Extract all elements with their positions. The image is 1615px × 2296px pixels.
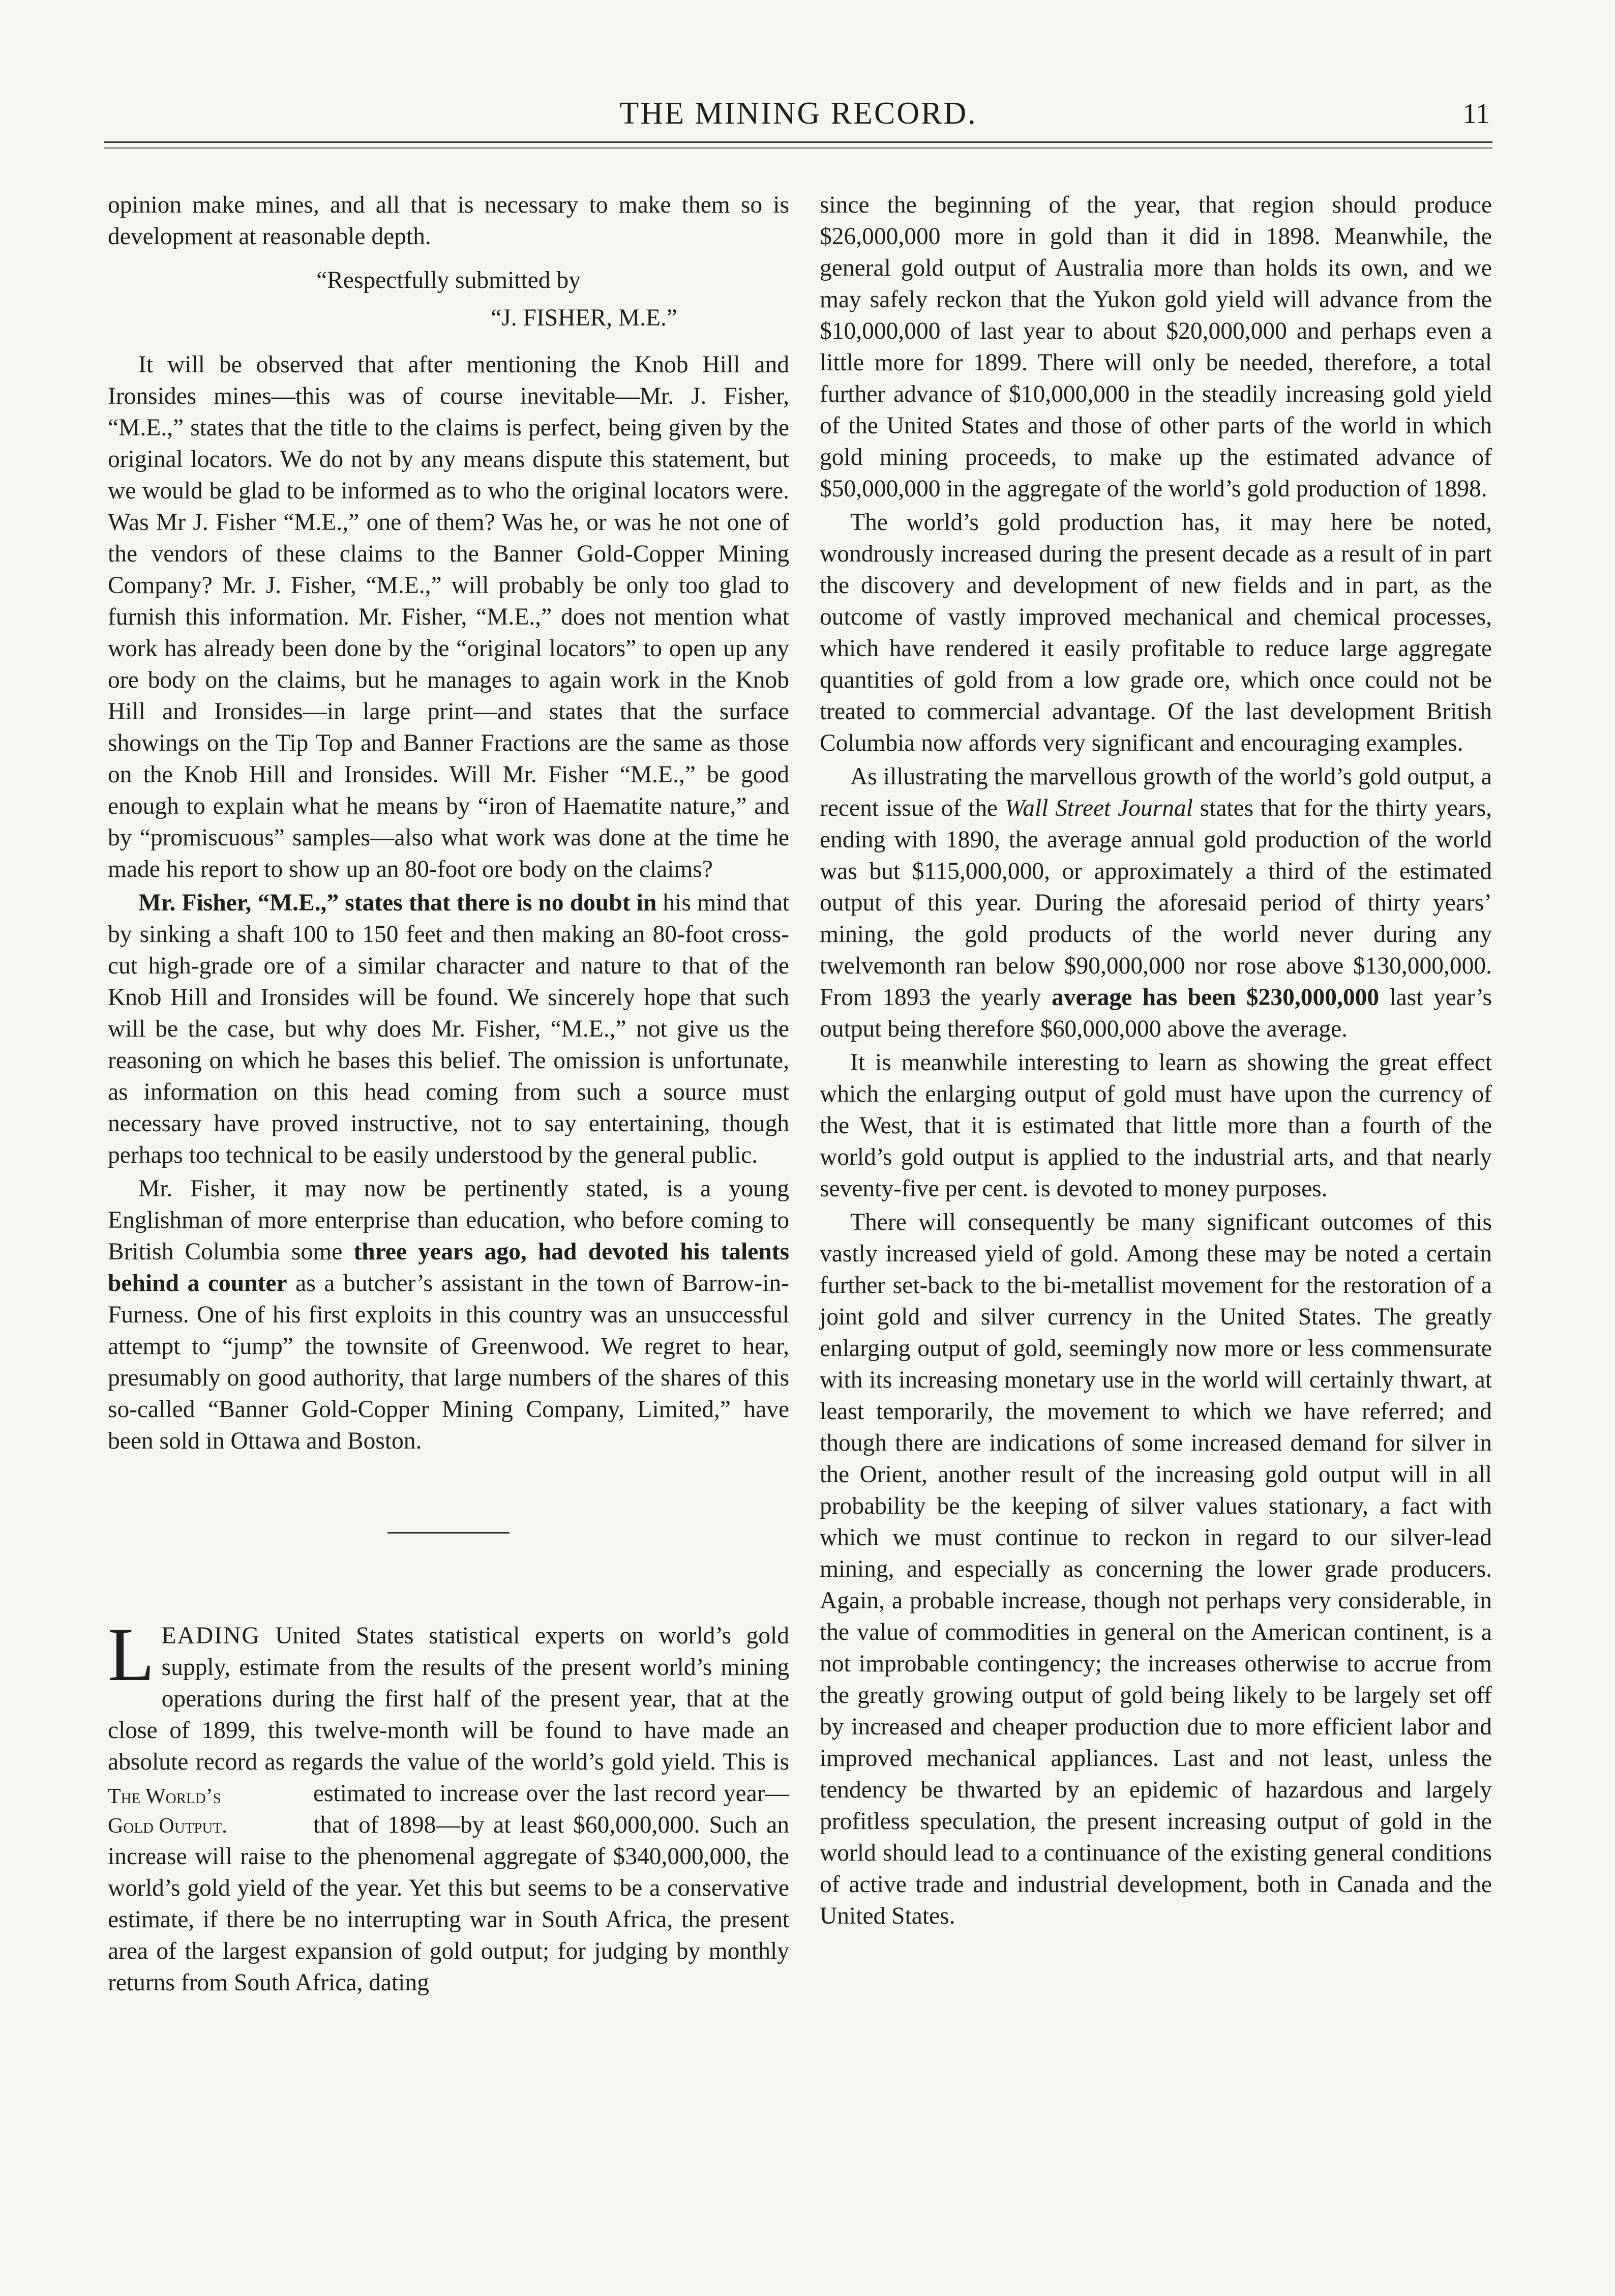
text-run: last year’s output being therefore $60,000,000 above the average. bbox=[820, 984, 1492, 1042]
section-divider bbox=[387, 1532, 510, 1534]
text-run: As illustrating the marvellous growth of the world’s gold output, a recent issue of the bbox=[820, 763, 1492, 821]
masthead bbox=[107, 96, 1490, 141]
side-heading-line: Gold Output. bbox=[108, 1814, 227, 1838]
page-number: 11 bbox=[1462, 98, 1490, 130]
header-rule-thin bbox=[104, 148, 1492, 149]
text-run: his mind that by sinking a shaft 100 to 150 feet and then making an 80-foot cross-cut high-grade ore of a similar character and nature to that of the Knob Hill and Ironsides will be found. We sincerely hope that such will be the case, but why does Mr. Fisher, “M.E.,” not give us the reasoning on which he bases this belief. The omission is unfortunate, as information on this head coming from such a source must necessary have proved instructive, not to say entertaining, though perhaps too technical to be easily understood by the general public. bbox=[108, 890, 790, 1168]
journal-title: THE MINING RECORD. bbox=[619, 96, 977, 131]
header-rule-thick bbox=[104, 141, 1492, 143]
signature-name: “J. FISHER, M.E.” bbox=[491, 305, 677, 331]
paragraph: It is meanwhile interesting to learn as showing the great effect which the enlarging output of gold must have upon the currency of the West, that it is estimated that little more than a fourth of the world’s gold output is applied to the industrial arts, and that nearly seventy-five per cent. is devoted to money purposes. bbox=[820, 1049, 1492, 1202]
paragraph: It will be observed that after mentioning the Knob Hill and Ironsides mines—this was of course inevitable—Mr. J. Fisher, “M.E.,” states that the title to the claims is perfect, being given by the original locators. We do not by any means dispute this statement, but we would be glad to be informed as to who the original locators were. Was Mr J. Fisher “M.E.,” one of them? Was he, or was he not one of the vendors of these claims to the Banner Gold-Copper Mining Company? Mr. J. Fisher, “M.E.,” will probably be only too glad to furnish this information. Mr. Fisher, “M.E.,” does not mention what work has already been done by the “original locators” to open up any ore body on the claims, but he manages to again work in the Knob Hill and Ironsides—in large print—and states that the surface showings on the Tip Top and Banner Fractions are the same as those on the Knob Hill and Ironsides. Will Mr. Fisher “M.E.,” be good enough to explain what he means by “iron of Haematite nature,” and by “promiscuous” samples—also what work was done at the time he made his report to show up an 80-foot ore body on the claims? bbox=[108, 351, 789, 882]
drop-cap: L bbox=[108, 1612, 155, 1697]
paragraph: since the beginning of the year, that region should produce $26,000,000 more in gold than it did in 1898. Meanwhile, the general gold output of Australia more than holds its own, and we may safely reckon that the Yukon gold yield will advance from the $10,000,000 of last year to about $20,000,000 and perhaps even a little more for 1899. There will only be needed, therefore, a total further advance of $10,000,000 in the steadily increasing gold yield of the United States and those of other parts of the world in which gold mining proceeds, to make up the estimated advance of $50,000,000 in the aggregate of the world’s gold production of 1898. bbox=[820, 192, 1492, 502]
article-paragraph bbox=[108, 1612, 789, 1998]
text-run: gold yield. This is estimated to increase over the last record year—that of 1898—by at least $60,000,000. Such an increase will raise to the phenomenal aggregate of $340,000,000, the world’s gold yield of the year. Yet this but seems to be a conservative estimate, if there be no interrupting war in South Africa, the present area of the largest expansion of gold output; for judging by monthly returns from South Africa, dating bbox=[108, 1749, 789, 1996]
side-heading bbox=[108, 1782, 301, 1841]
paragraph: The world’s gold production has, it may here be noted, wondrously increased during the present decade as a result of in part the discovery and development of new fields and in part, as the outcome of vastly improved mechanical and chemical processes, which have rendered it easily profitable to reduce large aggregate quantities of gold from a low grade ore, which once could not be treated to commercial advantage. Of the last development British Columbia now affords very significant and encouraging examples. bbox=[820, 509, 1492, 756]
paragraph bbox=[820, 761, 1492, 1045]
italic-text: Wall Street Journal bbox=[1004, 795, 1193, 821]
lead-word: EADING bbox=[161, 1623, 260, 1649]
text-run: as a butcher’s assistant in the town of Barrow-in-Furness. One of his first exploits in this country was an unsuccessful attempt to “jump” the townsite of Greenwood. We regret to hear, presumably on good authority, that large numbers of the shares of this so-called “Banner Gold-Copper Mining Company, Limited,” have been sold in Ottawa and Boston. bbox=[108, 1270, 789, 1454]
bold-text: Mr. Fisher, “M.E.,” states that there is no doubt in bbox=[138, 890, 657, 916]
left-column bbox=[108, 189, 789, 1998]
text-run: states that for the thirty years, ending with 1890, the average annual gold production of the world was but $115,000,000, or approximately a third of the estimated output of this year. During the aforesaid period of thirty years’ mining, the gold products of the world never during any twelvemonth ran below $90,000,000 nor rose above $130,000,000. From 1893 the yearly bbox=[820, 795, 1492, 1011]
signature-line: “Respectfully submitted by bbox=[316, 267, 581, 293]
paragraph bbox=[108, 887, 789, 1171]
right-column bbox=[820, 189, 1492, 1932]
text-run: Mr. Fisher, it may now be pertinently stated, is a young Englishman of more enterprise than education, who before coming to British Columbia some bbox=[108, 1175, 789, 1265]
side-heading-line: The World’s bbox=[108, 1785, 221, 1808]
text-run: United States statistical experts on world’s gold supply, estimate from the results of the present world’s mining operations during the first half of the present year, that at the close of 1899, this twelve-month will be found to have made an absolute record as regards the value of the world’s bbox=[108, 1623, 789, 1775]
bold-text: average has been $230,000,000 bbox=[1052, 984, 1380, 1011]
paragraph: There will consequently be many significant outcomes of this vastly increased yield of gold. Among these may be noted a certain further set-back to the bi-metallist movement for the restoration of a joint gold and silver currency in the United States. The greatly enlarging output of gold, seemingly now more or less commensurate with its increasing monetary use in the world will certainly thwart, at least temporarily, the movement to which we have referred; and though there are indications of some increased demand for silver in the Orient, another result of the increasing gold output will in all probability be the keeping of silver values stationary, a fact with which we must continue to reckon in regard to our silver-lead mining, and especially as concerning the lower grade producers. Again, a probable increase, though not perhaps very considerable, in the value of commodities in general on the American continent, is a not improbable contingency; the increases otherwise to accrue from the greatly growing output of gold being likely to be largely set off by increased and cheaper production due to more efficient labor and improved mechanical appliances. Last and not least, unless the tendency be thwarted by an epidemic of hazardous and largely profitless speculation, the present increasing output of gold in the world should lead to a continuance of the existing general conditions of active trade and industrial development, both in Canada and the United States. bbox=[820, 1209, 1492, 1929]
paragraph: opinion make mines, and all that is necessary to make them so is development at reasonable depth. bbox=[108, 192, 789, 250]
paragraph bbox=[108, 1173, 789, 1457]
bold-text: three years ago, had devoted his talents behind a counter bbox=[108, 1239, 789, 1297]
